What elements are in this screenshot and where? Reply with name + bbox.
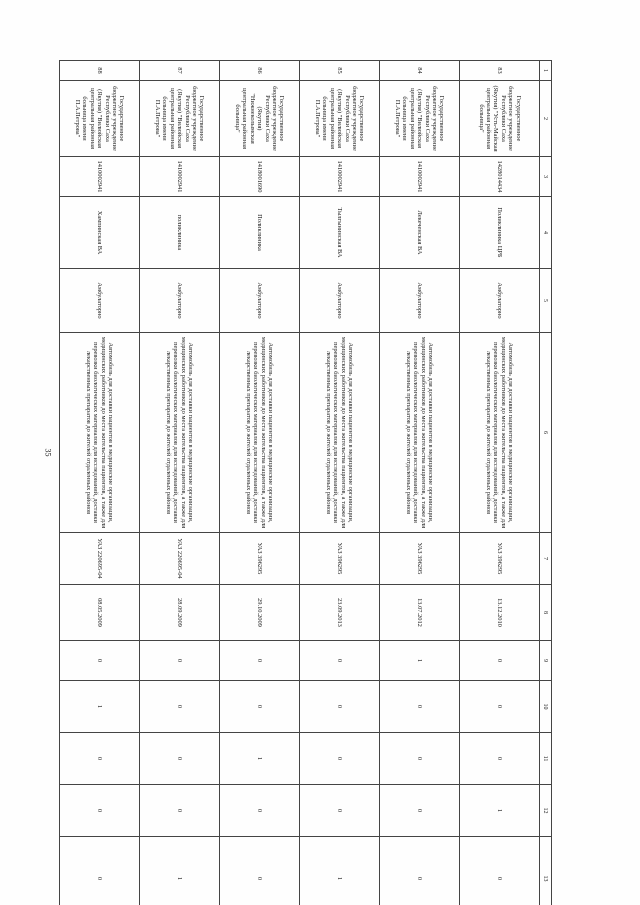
value-cell-13: 0 <box>60 837 140 905</box>
date-cell: 08.05.2009 <box>60 585 140 641</box>
column-header: 8 <box>540 585 552 641</box>
row-number-cell: 87 <box>140 61 220 81</box>
subdivision-cell: Тылгынинская ВА <box>300 197 380 269</box>
vehicle-model-cell: УАЗ 220695-04 <box>60 533 140 585</box>
column-header: 11 <box>540 733 552 785</box>
care-type-cell: Амбулаторно <box>300 269 380 333</box>
table-row <box>300 61 380 905</box>
value-cell-13: 0 <box>220 837 300 905</box>
value-cell-10: 0 <box>380 681 460 733</box>
row-number-cell: 88 <box>60 61 140 81</box>
page-number: 35 <box>43 448 53 457</box>
column-header: 3 <box>540 157 552 197</box>
row-number-cell: 84 <box>380 61 460 81</box>
column-header: 7 <box>540 533 552 585</box>
table-row <box>220 61 300 905</box>
value-cell-11: 1 <box>220 733 300 785</box>
care-type-cell: Амбулаторно <box>460 269 540 333</box>
table-row <box>60 61 140 905</box>
value-cell-12: 1 <box>460 785 540 837</box>
inn-code-cell: 1410002941 <box>140 157 220 197</box>
value-cell-13: 1 <box>140 837 220 905</box>
subdivision-cell: Хампинская ВА <box>60 197 140 269</box>
column-header: 10 <box>540 681 552 733</box>
value-cell-9: 0 <box>220 641 300 681</box>
care-type-cell: Амбулаторно <box>140 269 220 333</box>
vehicle-model-cell: УАЗ 220695-04 <box>140 533 220 585</box>
value-cell-9: 0 <box>60 641 140 681</box>
value-cell-11: 0 <box>300 733 380 785</box>
column-header: 12 <box>540 785 552 837</box>
date-cell: 28.09.2009 <box>140 585 220 641</box>
subdivision-cell: Поликлиника <box>220 197 300 269</box>
inn-code-cell: 1418001690 <box>220 157 300 197</box>
vehicle-purpose-cell: Автомобиль для доставки пациентов в медицинские организации, медицинских работников до места жительства пациентов, а также для перевозки биологических материалов для исследований, доставки лекарственных препаратов до жителей отдаленных районов <box>60 333 140 533</box>
vehicle-purpose-cell: Автомобиль для доставки пациентов в медицинские организации, медицинских работников до места жительства пациентов, а также для перевозки биологических материалов для исследований, доставки лекарственных препаратов до жителей отдаленных районов <box>140 333 220 533</box>
vehicle-purpose-cell: Автомобиль для доставки пациентов в медицинские организации, медицинских работников до места жительства пациентов, а также для перевозки биологических материалов для исследований, доставки лекарственных препаратов до жителей отдаленных районов <box>220 333 300 533</box>
row-number-cell: 86 <box>220 61 300 81</box>
table-row <box>380 61 460 905</box>
subdivision-cell: Поликлиника ЦРБ <box>460 197 540 269</box>
date-cell: 23.09.2013 <box>300 585 380 641</box>
column-header: 4 <box>540 197 552 269</box>
column-header: 1 <box>540 61 552 81</box>
inn-code-cell: 1428014434 <box>460 157 540 197</box>
organization-cell: Государственное бюджетное учреждение Республики Саха (Якутия) "Усть-Майская центральная районная больница" <box>460 81 540 157</box>
value-cell-11: 0 <box>460 733 540 785</box>
value-cell-10: 0 <box>300 681 380 733</box>
date-cell: 29.10.2009 <box>220 585 300 641</box>
inn-code-cell: 1410002941 <box>380 157 460 197</box>
vehicle-purpose-cell: Автомобиль для доставки пациентов в медицинские организации, медицинских работников до места жительства пациентов, а также для перевозки биологических материалов для исследований, доставки лекарственных препаратов до жителей отдаленных районов <box>300 333 380 533</box>
inn-code-cell: 1410002941 <box>300 157 380 197</box>
value-cell-11: 0 <box>60 733 140 785</box>
value-cell-12: 0 <box>140 785 220 837</box>
value-cell-12: 0 <box>220 785 300 837</box>
vehicle-purpose-cell: Автомобиль для доставки пациентов в медицинские организации, медицинских работников до места жительства пациентов, а также для перевозки биологических материалов для исследований, доставки лекарственных препаратов до жителей отдаленных районов <box>380 333 460 533</box>
care-type-cell: Амбулаторно <box>60 269 140 333</box>
vehicle-model-cell: УАЗ 396295 <box>300 533 380 585</box>
subdivision-cell: Лекеченская ВА <box>380 197 460 269</box>
value-cell-11: 0 <box>380 733 460 785</box>
row-number-cell: 85 <box>300 61 380 81</box>
value-cell-13: 0 <box>380 837 460 905</box>
column-header: 9 <box>540 641 552 681</box>
organization-cell: Государственное бюджетное учреждение Республики Саха (Якутия) "Вилюйская центральная районная больница имени П.А.Петрова" <box>140 81 220 157</box>
value-cell-10: 0 <box>460 681 540 733</box>
date-cell: 13.12.2010 <box>460 585 540 641</box>
value-cell-10: 0 <box>140 681 220 733</box>
table-container <box>59 60 552 905</box>
organization-cell: Государственное бюджетное учреждение Республики Саха (Якутия) "Вилюйская центральная районная больница имени П.А.Петрова" <box>380 81 460 157</box>
value-cell-11: 0 <box>140 733 220 785</box>
column-number-header-row <box>540 61 552 905</box>
table-row <box>460 61 540 905</box>
vehicle-model-cell: УАЗ 396295 <box>220 533 300 585</box>
register-table <box>59 60 552 905</box>
vehicle-model-cell: УАЗ 396295 <box>380 533 460 585</box>
value-cell-9: 0 <box>140 641 220 681</box>
value-cell-10: 1 <box>60 681 140 733</box>
value-cell-12: 0 <box>60 785 140 837</box>
organization-cell: Государственное бюджетное учреждение Республики Саха (Якутия) "Нижнеколымская центральная районная больница" <box>220 81 300 157</box>
value-cell-10: 0 <box>220 681 300 733</box>
value-cell-12: 0 <box>300 785 380 837</box>
column-header: 13 <box>540 837 552 905</box>
column-header: 2 <box>540 81 552 157</box>
subdivision-cell: поликлиника <box>140 197 220 269</box>
inn-code-cell: 1410002941 <box>60 157 140 197</box>
value-cell-13: 1 <box>300 837 380 905</box>
organization-cell: Государственное бюджетное учреждение Республики Саха (Якутия) "Вилюйская центральная районная больница имени П.А.Петрова" <box>300 81 380 157</box>
vehicle-purpose-cell: Автомобиль для доставки пациентов в медицинские организации, медицинских работников до места жительства пациентов, а также для перевозки биологических материалов для исследований, доставки лекарственных препаратов до жителей отдаленных районов <box>460 333 540 533</box>
table-row <box>140 61 220 905</box>
value-cell-9: 0 <box>300 641 380 681</box>
column-header: 5 <box>540 269 552 333</box>
care-type-cell: Амбулаторно <box>380 269 460 333</box>
value-cell-13: 0 <box>460 837 540 905</box>
table-body <box>60 61 540 905</box>
row-number-cell: 83 <box>460 61 540 81</box>
value-cell-12: 0 <box>380 785 460 837</box>
column-header: 6 <box>540 333 552 533</box>
value-cell-9: 0 <box>460 641 540 681</box>
care-type-cell: Амбулаторно <box>220 269 300 333</box>
vehicle-model-cell: УАЗ 396295 <box>460 533 540 585</box>
value-cell-9: 1 <box>380 641 460 681</box>
date-cell: 13.07.2012 <box>380 585 460 641</box>
organization-cell: Государственное бюджетное учреждение Республики Саха (Якутия) "Вилюйская центральная районная больница имени П.А.Петрова" <box>60 81 140 157</box>
